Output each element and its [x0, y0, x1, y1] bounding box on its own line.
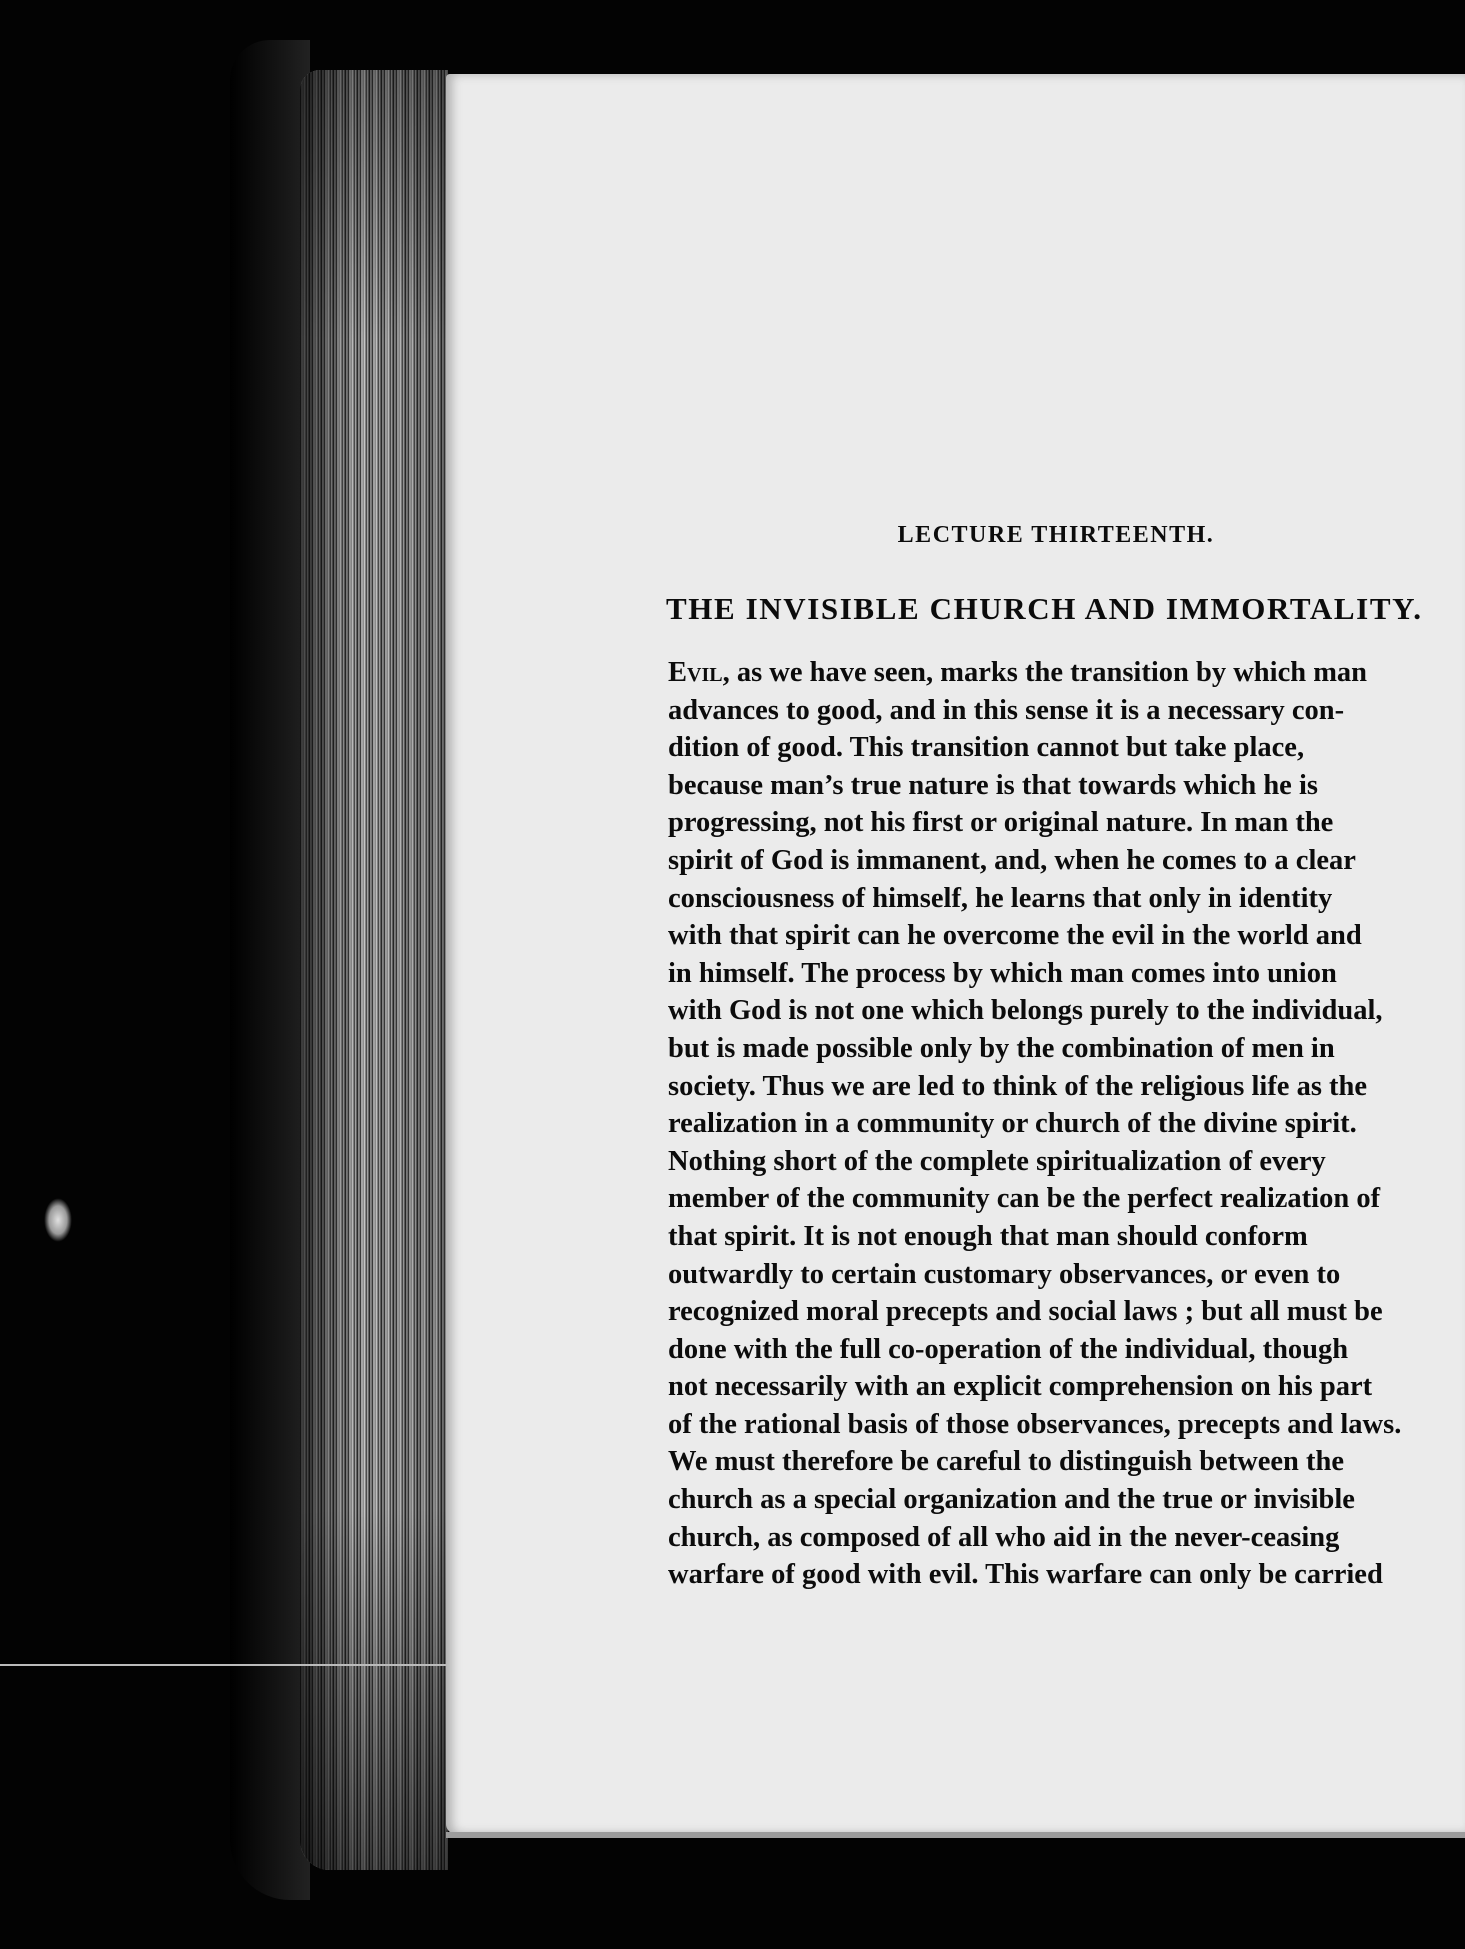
- body-text: [668, 654, 1401, 1594]
- scan-artifact-line: [0, 1664, 460, 1666]
- chapter-title: THE INVISIBLE CHURCH AND IMMORTALITY.: [666, 591, 1423, 626]
- text-line: done with the full co-operation of the individual, though: [668, 1333, 1349, 1365]
- text-line: recognized moral precepts and social laws ; but all must be: [668, 1296, 1383, 1328]
- text-line: Evil, as we have seen, marks the transition by which man: [668, 657, 1368, 688]
- page-bottom-edge: [446, 1832, 1465, 1838]
- book-page: [446, 74, 1465, 1834]
- text-line: advances to good, and in this sense it is a necessary con-: [668, 694, 1345, 726]
- text-line: of the rational basis of those observances, precepts and laws.: [668, 1408, 1402, 1440]
- text-line: with God is not one which belongs purely to the individual,: [668, 995, 1383, 1027]
- text-line: We must therefore be careful to distinguish between the: [668, 1446, 1345, 1478]
- text-line: progressing, not his first or original nature. In man the: [668, 807, 1334, 839]
- book-cover-edge: [230, 40, 310, 1900]
- first-word: Evil: [668, 657, 723, 688]
- text-line: warfare of good with evil. This warfare can only be carried: [668, 1559, 1383, 1591]
- text-line: that spirit. It is not enough that man should conform: [668, 1220, 1308, 1252]
- text-line: realization in a community or church of the divine spirit.: [668, 1108, 1357, 1140]
- dust-speck: [44, 1198, 72, 1242]
- text-line: consciousness of himself, he learns that only in identity: [668, 882, 1333, 914]
- text-line: because man’s true nature is that towards which he is: [668, 769, 1318, 801]
- text-line: member of the community can be the perfect realization of: [668, 1183, 1381, 1215]
- text-line: spirit of God is immanent, and, when he comes to a clear: [668, 844, 1356, 876]
- text-line: in himself. The process by which man comes into union: [668, 957, 1337, 989]
- text-line: outwardly to certain customary observances, or even to: [668, 1258, 1341, 1290]
- text-line: with that spirit can he overcome the evil in the world and: [668, 920, 1362, 952]
- text-line: society. Thus we are led to think of the religious life as the: [668, 1070, 1368, 1102]
- text-line: Nothing short of the complete spiritualization of every: [668, 1145, 1326, 1177]
- text-line: church, as composed of all who aid in the never-ceasing: [668, 1521, 1340, 1553]
- text-line: but is made possible only by the combination of men in: [668, 1032, 1335, 1064]
- text-line: church as a special organization and the true or invisible: [668, 1484, 1355, 1516]
- text-line: not necessarily with an explicit comprehension on his part: [668, 1371, 1373, 1403]
- fore-edge-shadow: [300, 70, 448, 1870]
- lecture-heading: LECTURE THIRTEENTH.: [897, 522, 1215, 548]
- text-line: dition of good. This transition cannot but take place,: [668, 732, 1305, 764]
